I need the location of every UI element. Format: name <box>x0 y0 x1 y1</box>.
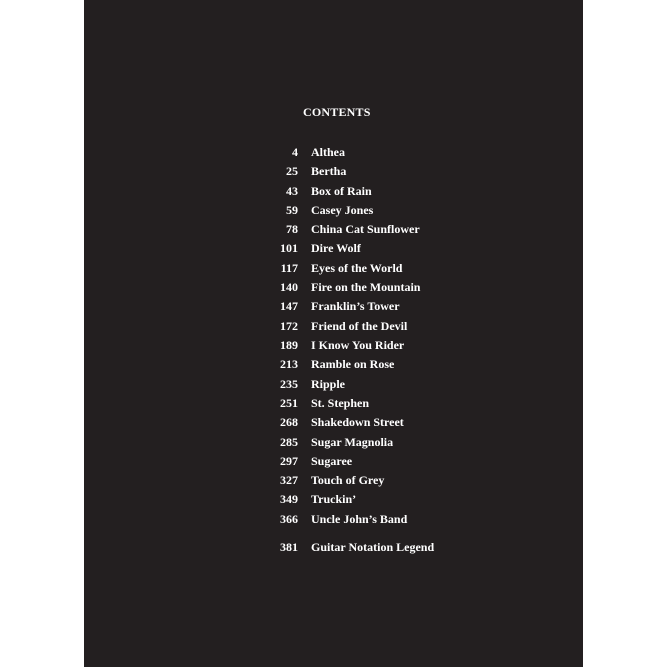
toc-page-number: 327 <box>280 473 298 487</box>
toc-song-title: Shakedown Street <box>311 415 404 429</box>
toc-page-number: 101 <box>280 241 298 255</box>
toc-song-title: Truckin’ <box>311 492 357 506</box>
toc-entry <box>84 471 583 489</box>
toc-song-title: St. Stephen <box>311 396 370 410</box>
toc-entry <box>84 394 583 412</box>
toc-page-number: 297 <box>280 454 298 468</box>
toc-entry <box>84 413 583 431</box>
toc-entry <box>84 375 583 393</box>
toc-entry <box>84 162 583 180</box>
toc-song-title: Ramble on Rose <box>311 357 395 371</box>
toc-song-title: Casey Jones <box>311 203 374 217</box>
toc-page-number: 117 <box>280 261 298 275</box>
toc-song-title: Touch of Grey <box>311 473 385 487</box>
toc-entry <box>84 538 583 556</box>
toc-song-title: Althea <box>311 145 345 159</box>
toc-page-number: 285 <box>280 435 298 449</box>
toc-entry <box>84 239 583 257</box>
toc-song-title: Uncle John’s Band <box>311 512 408 526</box>
toc-entry <box>84 220 583 238</box>
toc-entry <box>84 490 583 508</box>
toc-entry <box>84 278 583 296</box>
toc-page-number: 147 <box>280 299 298 313</box>
toc-page-number: 140 <box>280 280 298 294</box>
toc-page-number: 366 <box>280 512 298 526</box>
toc-entry <box>84 452 583 470</box>
toc-page-number: 59 <box>286 203 298 217</box>
toc-song-title: Bertha <box>311 164 347 178</box>
toc-entry <box>84 433 583 451</box>
toc-song-title: Guitar Notation Legend <box>311 540 435 554</box>
toc-entry <box>84 143 583 161</box>
toc-page-number: 78 <box>286 222 298 236</box>
toc-song-title: Franklin’s Tower <box>311 299 400 313</box>
page-title: CONTENTS <box>303 105 371 119</box>
toc-song-title: China Cat Sunflower <box>311 222 420 236</box>
toc-song-title: Sugaree <box>311 454 353 468</box>
toc-song-title: Dire Wolf <box>311 241 361 255</box>
toc-song-title: Fire on the Mountain <box>311 280 421 294</box>
toc-song-title: Friend of the Devil <box>311 319 408 333</box>
toc-page-number: 213 <box>280 357 298 371</box>
toc-song-title: Sugar Magnolia <box>311 435 394 449</box>
toc-entry <box>84 510 583 528</box>
toc-page-number: 4 <box>292 145 298 159</box>
toc-page-number: 235 <box>280 377 298 391</box>
toc-song-title: Ripple <box>311 377 346 391</box>
toc-song-title: Box of Rain <box>311 184 372 198</box>
toc-page-number: 25 <box>286 164 298 178</box>
toc-entry <box>84 297 583 315</box>
toc-page-number: 268 <box>280 415 298 429</box>
toc-entry <box>84 182 583 200</box>
toc-song-title: I Know You Rider <box>311 338 405 352</box>
toc-entry <box>84 317 583 335</box>
toc-page-number: 172 <box>280 319 298 333</box>
contents-page <box>84 0 583 667</box>
toc-page-number: 381 <box>280 540 298 554</box>
toc-page-number: 189 <box>280 338 298 352</box>
toc-entry <box>84 201 583 219</box>
toc-entry <box>84 355 583 373</box>
toc-page-number: 349 <box>280 492 298 506</box>
toc-entry <box>84 336 583 354</box>
toc-page-number: 43 <box>286 184 298 198</box>
toc-song-title: Eyes of the World <box>311 261 403 275</box>
toc-entry <box>84 259 583 277</box>
toc-page-number: 251 <box>280 396 298 410</box>
